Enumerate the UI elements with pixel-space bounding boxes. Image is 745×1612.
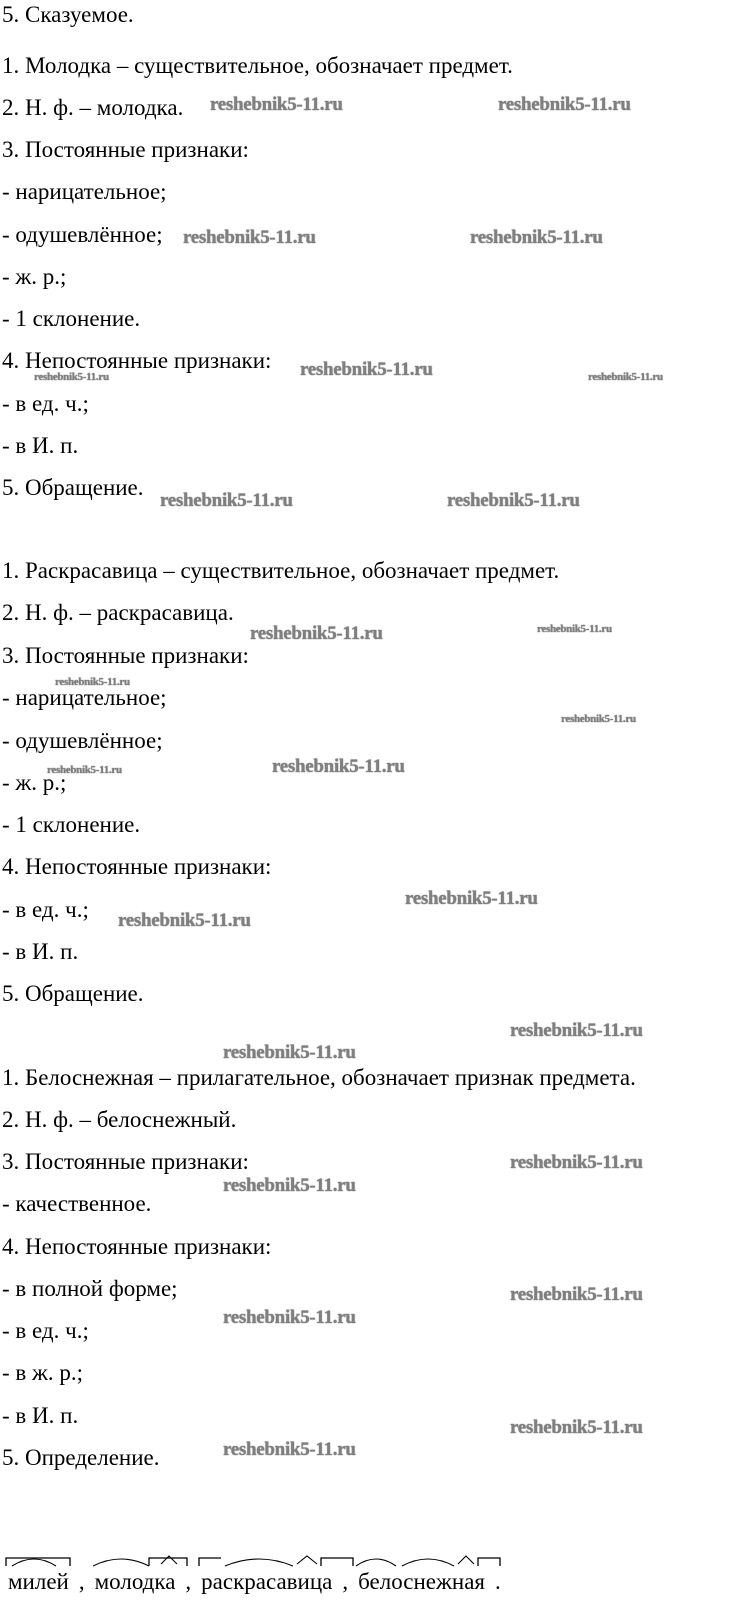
watermark: reshebnik5-11.ru	[223, 1042, 356, 1063]
watermark: reshebnik5-11.ru	[561, 713, 636, 725]
word-morpheme-arcs	[197, 1552, 357, 1568]
line-15: 3. Постоянные признаки:	[2, 643, 249, 668]
word-molodka	[91, 1566, 180, 1596]
line-26: 3. Постоянные признаки:	[2, 1149, 249, 1174]
watermark: reshebnik5-11.ru	[510, 1284, 643, 1305]
line-16: - нарицательное;	[2, 685, 167, 710]
line-21: - в ед. ч.;	[2, 897, 89, 922]
watermark: reshebnik5-11.ru	[160, 490, 293, 511]
morpheme-row	[4, 1566, 507, 1596]
watermark: reshebnik5-11.ru	[47, 764, 122, 776]
watermark: reshebnik5-11.ru	[498, 94, 631, 115]
line-13: 1. Раскрасавица – существительное, обозначает предмет.	[2, 558, 560, 583]
watermark: reshebnik5-11.ru	[55, 676, 130, 688]
line-9: 4. Непостоянные признаки:	[2, 348, 272, 373]
comma: ,	[78, 1569, 85, 1594]
line-4: 3. Постоянные признаки:	[2, 137, 249, 162]
word-text: молодка	[94, 1569, 176, 1594]
word-morpheme-arcs	[91, 1552, 191, 1568]
line-32: - в И. п.	[2, 1403, 79, 1428]
watermark: reshebnik5-11.ru	[447, 490, 580, 511]
watermark: reshebnik5-11.ru	[510, 1020, 643, 1041]
line-12: 5. Обращение.	[2, 475, 144, 500]
watermark: reshebnik5-11.ru	[510, 1417, 643, 1438]
watermark: reshebnik5-11.ru	[250, 623, 383, 644]
comma: ,	[185, 1569, 192, 1594]
line-1: 5. Сказуемое.	[2, 2, 134, 27]
period: .	[494, 1569, 501, 1594]
line-17: - одушевлённое;	[2, 728, 163, 753]
line-28: 4. Непостоянные признаки:	[2, 1234, 272, 1259]
word-miley	[4, 1566, 73, 1596]
line-11: - в И. п.	[2, 433, 79, 458]
watermark: reshebnik5-11.ru	[537, 623, 612, 635]
watermark: reshebnik5-11.ru	[223, 1175, 356, 1196]
line-30: - в ед. ч.;	[2, 1318, 89, 1343]
watermark: reshebnik5-11.ru	[272, 756, 405, 777]
line-5: - нарицательное;	[2, 179, 167, 204]
line-33: 5. Определение.	[2, 1445, 160, 1470]
watermark: reshebnik5-11.ru	[34, 371, 109, 383]
watermark: reshebnik5-11.ru	[210, 94, 343, 115]
line-23: 5. Обращение.	[2, 981, 144, 1006]
line-24: 1. Белоснежная – прилагательное, обозначает признак предмета.	[2, 1065, 636, 1090]
comma: ,	[342, 1569, 349, 1594]
line-20: 4. Непостоянные признаки:	[2, 854, 272, 879]
line-18: - ж. р.;	[2, 770, 67, 795]
watermark: reshebnik5-11.ru	[118, 910, 251, 931]
watermark: reshebnik5-11.ru	[470, 227, 603, 248]
word-text: милей	[8, 1569, 69, 1594]
line-27: - качественное.	[2, 1191, 152, 1216]
line-14: 2. Н. ф. – раскрасавица.	[2, 600, 234, 625]
line-19: - 1 склонение.	[2, 812, 141, 837]
watermark: reshebnik5-11.ru	[588, 371, 663, 383]
line-2: 1. Молодка – существительное, обозначает предмет.	[2, 53, 513, 78]
watermark: reshebnik5-11.ru	[223, 1439, 356, 1460]
line-25: 2. Н. ф. – белоснежный.	[2, 1107, 237, 1132]
watermark: reshebnik5-11.ru	[223, 1307, 356, 1328]
line-10: - в ед. ч.;	[2, 391, 89, 416]
line-31: - в ж. р.;	[2, 1360, 84, 1385]
word-morpheme-arcs	[354, 1552, 504, 1568]
word-morpheme-arcs	[4, 1552, 74, 1568]
watermark: reshebnik5-11.ru	[300, 359, 433, 380]
word-text: раскрасавица	[201, 1569, 333, 1594]
line-22: - в И. п.	[2, 939, 79, 964]
word-raskrasavitsa	[197, 1566, 336, 1596]
word-text: белоснежная	[358, 1569, 485, 1594]
watermark: reshebnik5-11.ru	[510, 1152, 643, 1173]
line-6: - одушевлённое;	[2, 222, 163, 247]
line-8: - 1 склонение.	[2, 306, 141, 331]
word-belosnezhnaya	[354, 1566, 489, 1596]
line-29: - в полной форме;	[2, 1276, 178, 1301]
watermark: reshebnik5-11.ru	[183, 227, 316, 248]
line-3: 2. Н. ф. – молодка.	[2, 95, 184, 120]
line-7: - ж. р.;	[2, 264, 67, 289]
watermark: reshebnik5-11.ru	[405, 888, 538, 909]
